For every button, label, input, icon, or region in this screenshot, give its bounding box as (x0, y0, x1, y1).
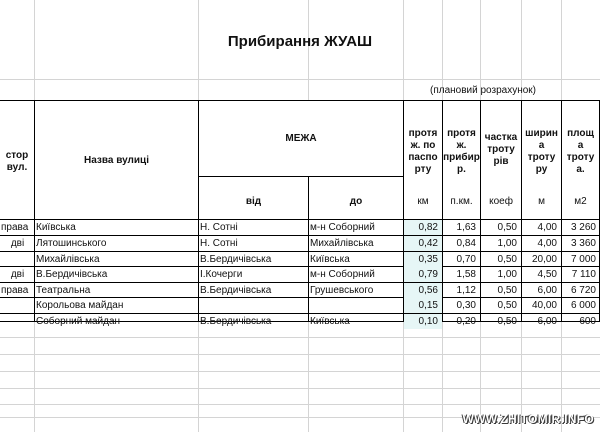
cell-area: 600 (579, 316, 596, 327)
cell-coef: 1,00 (497, 269, 517, 280)
cell-km: 0,82 (404, 220, 442, 235)
cell-area: 6 720 (570, 285, 596, 296)
cell-street: В.Бердичівська (36, 269, 108, 280)
cell-pkm: 1,63 (456, 222, 476, 233)
header-sidewalk-share: частка троту рів (484, 132, 518, 167)
cell-from: Н. Сотні (200, 238, 238, 249)
cell-street: Лятошинського (36, 238, 107, 249)
cell-side (1, 314, 34, 328)
cell-pkm: 0,20 (456, 316, 476, 327)
cell-side: дві (10, 238, 25, 249)
cell-to: Київська (310, 316, 350, 327)
cell-to (310, 298, 402, 313)
watermark: WWW.ZHITOMIR.INFO (462, 412, 594, 426)
cell-from: Н. Сотні (200, 222, 238, 233)
header-to: до (349, 196, 363, 207)
header-sidewalk-area: площ а троту а. (566, 128, 595, 175)
header-sidewalk-width: ширин а троту ру (525, 128, 558, 175)
calculation-note: (плановий розрахунок) (430, 85, 536, 96)
header-boundary: МЕЖА (285, 133, 317, 144)
cell-area: 7 000 (570, 254, 596, 265)
cell-area: 3 260 (570, 222, 596, 233)
cell-coef: 0,50 (497, 222, 517, 233)
cell-pkm: 1,58 (456, 269, 476, 280)
cell-coef: 0,50 (497, 285, 517, 296)
unit-km: км (417, 196, 429, 207)
header-side: стор вул. (5, 150, 29, 173)
unit-pkm: п.км. (450, 196, 473, 207)
cell-from (200, 298, 306, 313)
cell-width: 40,00 (531, 300, 557, 311)
cell-street: Михайлівська (36, 254, 100, 265)
cell-street: Соборний майдан (36, 316, 121, 327)
cell-pkm: 0,84 (456, 238, 476, 249)
cell-from: В.Бердичівська (200, 316, 272, 327)
cell-side: права (1, 285, 29, 296)
cell-km: 0,42 (404, 236, 442, 251)
cell-side (1, 298, 34, 313)
cell-area: 3 360 (570, 238, 596, 249)
cell-from: В.Бердичівська (200, 285, 272, 296)
header-length-passport: протя ж. по паспо рту (408, 128, 438, 175)
cell-km: 0,35 (404, 252, 442, 267)
cell-street: Корольова майдан (36, 300, 124, 311)
cell-width: 6,00 (537, 316, 557, 327)
cell-coef: 0,50 (497, 300, 517, 311)
cell-width: 4,50 (537, 269, 557, 280)
cell-side (1, 252, 34, 266)
unit-coef: коеф (489, 196, 513, 207)
cell-width: 6,00 (537, 285, 557, 296)
cell-to: м-н Соборний (310, 269, 375, 280)
cell-width: 4,00 (537, 222, 557, 233)
cell-from: І.Кочерги (200, 269, 243, 280)
cell-width: 4,00 (537, 238, 557, 249)
cell-pkm: 0,70 (456, 254, 476, 265)
cell-km: 0,56 (404, 283, 442, 298)
cell-area: 6 000 (570, 300, 596, 311)
cell-to: Київська (310, 254, 350, 265)
cell-to: м-н Соборний (310, 222, 375, 233)
cell-km: 0,10 (404, 314, 442, 329)
header-length-cleaning: протя ж. прибир р. (443, 128, 480, 175)
cell-street: Театральна (36, 285, 91, 296)
page-title: Прибирання ЖУАШ (227, 33, 373, 50)
cell-coef: 1,00 (497, 238, 517, 249)
cell-area: 7 110 (571, 269, 596, 280)
cell-side: дві (10, 269, 25, 280)
unit-m: м (538, 196, 545, 207)
cell-pkm: 0,30 (456, 300, 476, 311)
cell-pkm: 1,12 (456, 285, 476, 296)
cell-side: права (1, 222, 29, 233)
cell-width: 20,00 (531, 254, 557, 265)
cell-coef: 0,50 (497, 254, 517, 265)
cell-km: 0,79 (404, 267, 442, 282)
unit-m2: м2 (574, 196, 587, 207)
cell-to: Грушевського (310, 285, 374, 296)
cell-street: Київська (36, 222, 76, 233)
cell-coef: 0,50 (497, 316, 517, 327)
header-from: від (245, 196, 262, 207)
header-street: Назва вулиці (84, 155, 149, 166)
cell-km: 0,15 (404, 298, 442, 313)
cell-from: В.Бердичівська (200, 254, 272, 265)
cell-to: Михайлівська (310, 238, 374, 249)
